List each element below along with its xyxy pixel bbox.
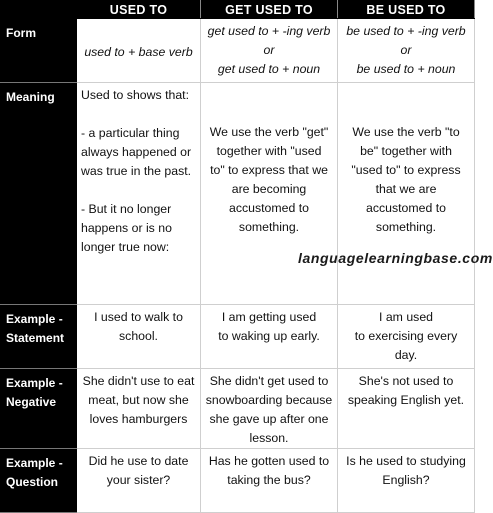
question-be-line-1: Is he used to studying — [346, 454, 466, 468]
cell-meaning-be-used-to — [338, 83, 475, 305]
meaning-used-p1-line-2: always happened or — [81, 145, 192, 159]
meaning-used-p1-line-3: was true in the past. — [81, 164, 192, 178]
form-get-line-1: get used to + -ing verb — [207, 24, 331, 38]
negative-label-line-2: Negative — [6, 395, 57, 409]
statement-be-line-2: to exercising every — [354, 329, 458, 343]
cell-form-used-to — [77, 19, 201, 83]
cell-form-get-used-to — [201, 19, 338, 83]
meaning-be-line-6: something. — [375, 220, 437, 234]
row-question — [1, 449, 475, 513]
negative-be-line-1: She's not used to — [358, 374, 454, 388]
question-label-line-1: Example - — [6, 456, 63, 470]
negative-get-line-1: She didn't get used to — [209, 374, 329, 388]
cell-statement-be-used-to — [338, 305, 475, 369]
statement-label-line-2: Statement — [6, 331, 65, 345]
question-used-line-2: your sister? — [106, 473, 171, 487]
meaning-be-line-4: that we are — [375, 182, 437, 196]
statement-label-line-1: Example - — [6, 312, 63, 326]
question-label-line-2: Question — [6, 475, 59, 489]
cell-question-get-used-to — [201, 449, 338, 513]
form-get-line-3: get used to + noun — [217, 62, 321, 76]
header-get-used-to: GET USED TO — [201, 1, 338, 19]
row-statement — [1, 305, 475, 369]
negative-label-line-1: Example - — [6, 376, 63, 390]
row-label-negative — [1, 369, 77, 449]
meaning-get-line-5: accustomed to — [229, 201, 309, 215]
meaning-get-line-3: to" to express that we — [210, 163, 328, 177]
form-be-line-2: or — [400, 43, 412, 57]
row-meaning — [1, 83, 475, 305]
row-label-meaning: Meaning — [1, 83, 77, 305]
form-be-line-1: be used to + -ing verb — [346, 24, 466, 38]
meaning-get-line-6: something. — [238, 220, 300, 234]
statement-be-line-3: day. — [394, 348, 418, 362]
cell-statement-used-to — [77, 305, 201, 369]
meaning-spacer-2 — [81, 181, 200, 200]
header-row — [1, 1, 475, 19]
meaning-get-line-2: together with "used — [216, 144, 322, 158]
cell-question-be-used-to — [338, 449, 475, 513]
row-negative — [1, 369, 475, 449]
row-label-statement — [1, 305, 77, 369]
row-form — [1, 19, 475, 83]
meaning-used-p1-line-1: - a particular thing — [81, 126, 180, 140]
negative-used-line-2: meat, but now she — [88, 393, 189, 407]
meaning-used-p2-line-2: happens or is no — [81, 221, 172, 235]
meaning-used-p2-line-3: longer true now: — [81, 240, 170, 254]
negative-get-line-2: snowboarding because — [205, 393, 333, 407]
question-get-line-2: taking the bus? — [227, 473, 311, 487]
meaning-get-line-4: are becoming — [231, 182, 307, 196]
negative-get-line-4: lesson. — [249, 431, 289, 445]
question-be-line-2: English? — [382, 473, 430, 487]
row-label-question — [1, 449, 77, 513]
statement-be-line-1: I am used — [379, 310, 433, 324]
cell-statement-get-used-to — [201, 305, 338, 369]
statement-get-line-1: I am getting used — [221, 310, 317, 324]
cell-meaning-used-to — [77, 83, 201, 305]
header-used-to: USED TO — [77, 1, 201, 19]
cell-form-be-used-to — [338, 19, 475, 83]
cell-negative-get-used-to — [201, 369, 338, 449]
statement-used-line-2: school. — [119, 329, 158, 343]
question-used-line-1: Did he use to date — [88, 454, 189, 468]
cell-meaning-get-used-to — [201, 83, 338, 305]
negative-be-line-2: speaking English yet. — [347, 393, 465, 407]
form-used-to-line: used to + base verb — [84, 44, 193, 59]
statement-used-line-1: I used to walk to — [94, 310, 183, 324]
meaning-used-intro: Used to shows that: — [81, 88, 189, 102]
meaning-get-line-1: We use the verb "get" — [209, 125, 329, 139]
meaning-used-p2-line-1: - But it no longer — [81, 202, 172, 216]
meaning-be-line-3: "used to" to express — [351, 163, 461, 177]
header-corner — [1, 1, 77, 19]
meaning-be-line-2: be" together with — [360, 144, 452, 158]
header-be-used-to: BE USED TO — [338, 1, 475, 19]
cell-negative-be-used-to — [338, 369, 475, 449]
question-get-line-1: Has he gotten used to — [208, 454, 330, 468]
negative-used-line-3: loves hamburgers — [89, 412, 188, 426]
statement-get-line-2: to waking up early. — [218, 329, 320, 343]
negative-used-line-1: She didn't use to eat — [82, 374, 195, 388]
negative-get-line-3: she gave up after one — [209, 412, 329, 426]
meaning-be-line-1: We use the verb "to — [352, 125, 460, 139]
cell-question-used-to — [77, 449, 201, 513]
row-label-form: Form — [1, 19, 77, 83]
cell-negative-used-to — [77, 369, 201, 449]
meaning-spacer-1 — [81, 105, 200, 124]
meaning-be-line-5: accustomed to — [366, 201, 446, 215]
site-watermark: languagelearningbase.com — [298, 250, 493, 266]
form-get-line-2: or — [263, 43, 275, 57]
form-be-line-3: be used to + noun — [356, 62, 456, 76]
